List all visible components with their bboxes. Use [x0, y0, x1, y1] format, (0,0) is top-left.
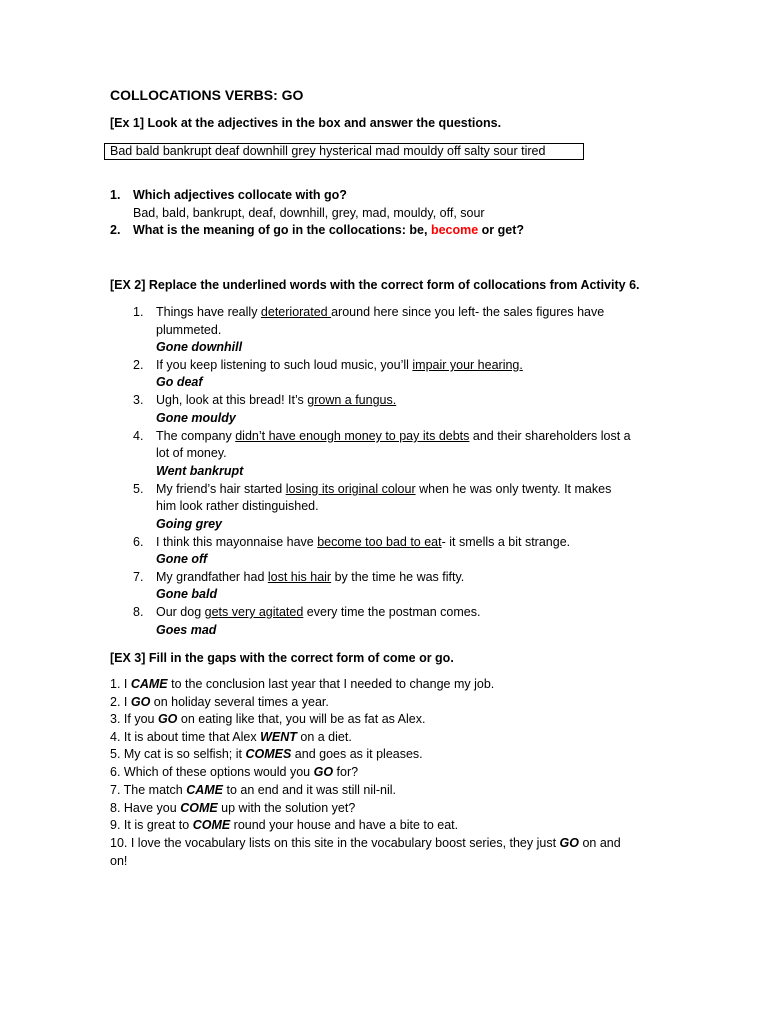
- sentence-text: The company: [156, 429, 236, 443]
- item-text: up with the solution yet?: [217, 801, 356, 815]
- ex2-item-sentence: [156, 570, 464, 584]
- ex2-item-sentence: [156, 429, 631, 443]
- ex2-item-answer: Gone mouldy: [156, 411, 236, 425]
- item-answer: CAME: [130, 677, 168, 691]
- ex2-item-sentence: [156, 605, 480, 619]
- item-text: 8. Have you: [110, 801, 181, 815]
- sentence-text: - it smells a bit strange.: [441, 535, 571, 549]
- ex1-q2: [133, 223, 524, 237]
- sentence-text: My grandfather had: [156, 570, 268, 584]
- underlined-phrase: become too bad to eat: [317, 535, 442, 549]
- ex2-item-sentence: [156, 393, 396, 407]
- ex2-item-sentence-cont: him look rather distinguished.: [156, 499, 319, 513]
- ex1-heading: [Ex 1] Look at the adjectives in the box and answer the questions.: [110, 116, 502, 130]
- ex2-item-number: 1.: [133, 305, 144, 319]
- ex2-item-answer: Went bankrupt: [156, 464, 244, 478]
- ex2-item-number: 5.: [133, 482, 144, 496]
- item-answer: GO: [130, 695, 151, 709]
- item-text: 3. If you: [110, 712, 158, 726]
- ex1-q2-number: 2.: [110, 223, 121, 237]
- underlined-phrase: lost his hair: [267, 570, 332, 584]
- item-text: on a diet.: [296, 730, 352, 744]
- item-text: 1. I: [110, 677, 131, 691]
- item-answer: GO: [157, 712, 178, 726]
- ex2-item-answer: Goes mad: [156, 623, 217, 637]
- underlined-phrase: didn’t have enough money to pay its debts: [235, 429, 470, 443]
- sentence-text: I think this mayonnaise have: [156, 535, 318, 549]
- ex2-item-sentence-cont: plummeted.: [156, 323, 222, 337]
- page-title: COLLOCATIONS VERBS: GO: [110, 87, 304, 103]
- ex3-item: [110, 712, 425, 726]
- ex3-item: [110, 765, 358, 779]
- underlined-phrase: grown a fungus.: [307, 393, 397, 407]
- ex2-item-answer: Gone downhill: [156, 340, 243, 354]
- item-text: 10. I love the vocabulary lists on this site in the vocabulary boost series, they just: [110, 836, 560, 850]
- ex2-item-sentence-cont: lot of money.: [156, 446, 227, 460]
- item-answer: COME: [192, 818, 231, 832]
- ex3-item-10-cont: on!: [110, 854, 128, 868]
- ex2-item-number: 4.: [133, 429, 144, 443]
- ex3-item: [110, 818, 458, 832]
- ex3-item: [110, 783, 396, 797]
- ex2-item-answer: Go deaf: [156, 375, 203, 389]
- sentence-text: when he was only twenty. It makes: [415, 482, 612, 496]
- item-text: to an end and it was still nil-nil.: [223, 783, 397, 797]
- ex2-item-answer: Gone off: [156, 552, 208, 566]
- item-answer: COMES: [245, 747, 292, 761]
- ex3-item: [110, 677, 494, 691]
- item-text: and goes as it pleases.: [291, 747, 423, 761]
- item-text: for?: [333, 765, 359, 779]
- underlined-phrase: losing its original colour: [285, 482, 416, 496]
- ex2-item-sentence: [156, 482, 611, 496]
- sentence-text: If you keep listening to such loud music, you’ll: [156, 358, 413, 372]
- ex2-item-answer: Gone bald: [156, 587, 218, 601]
- item-text: on eating like that, you will be as fat as Alex.: [177, 712, 426, 726]
- ex2-item-answer: Going grey: [156, 517, 222, 531]
- ex1-q2-highlight: become: [430, 223, 479, 237]
- item-text: 9. It is great to: [110, 818, 193, 832]
- sentence-text: Our dog: [156, 605, 205, 619]
- item-text: on and: [579, 836, 621, 850]
- ex3-heading: [EX 3] Fill in the gaps with the correct form of come or go.: [110, 651, 454, 665]
- ex2-item-sentence: [156, 358, 523, 372]
- ex2-item-number: 8.: [133, 605, 144, 619]
- item-text: round your house and have a bite to eat.: [230, 818, 459, 832]
- ex2-item-number: 6.: [133, 535, 144, 549]
- item-answer: GO: [313, 765, 334, 779]
- item-answer: COME: [180, 801, 218, 815]
- ex2-item-sentence: [156, 305, 604, 319]
- ex3-item-10: [110, 836, 621, 850]
- ex2-item-number: 3.: [133, 393, 144, 407]
- sentence-text: around here since you left- the sales figures have: [331, 305, 605, 319]
- underlined-phrase: deteriorated: [260, 305, 332, 319]
- ex2-item-number: 7.: [133, 570, 144, 584]
- ex3-item: [110, 747, 423, 761]
- ex2-item-number: 2.: [133, 358, 144, 372]
- sentence-text: by the time he was fifty.: [331, 570, 465, 584]
- ex2-heading: [EX 2] Replace the underlined words with the correct form of collocations from Activity 6.: [110, 278, 640, 292]
- sentence-text: and their shareholders lost a: [469, 429, 631, 443]
- ex1-q1-answer: Bad, bald, bankrupt, deaf, downhill, grey, mad, mouldy, off, sour: [133, 206, 485, 220]
- ex3-item: [110, 801, 355, 815]
- item-text: on holiday several times a year.: [150, 695, 329, 709]
- item-text: 7. The match: [110, 783, 187, 797]
- item-answer: WENT: [260, 730, 297, 744]
- item-text: to the conclusion last year that I needed to change my job.: [167, 677, 495, 691]
- ex1-q2-tail: or get?: [478, 223, 525, 237]
- ex1-q2-text: What is the meaning of go in the collocations: be,: [133, 223, 431, 237]
- ex3-item: [110, 695, 329, 709]
- sentence-text: Ugh, look at this bread! It’s: [156, 393, 308, 407]
- item-answer: CAME: [186, 783, 224, 797]
- item-text: 2. I: [110, 695, 131, 709]
- adjectives-box: Bad bald bankrupt deaf downhill grey hysterical mad mouldy off salty sour tired: [104, 143, 584, 160]
- item-answer: GO: [559, 836, 579, 850]
- sentence-text: My friend’s hair started: [156, 482, 286, 496]
- item-text: 5. My cat is so selfish; it: [110, 747, 246, 761]
- ex2-item-sentence: [156, 535, 570, 549]
- sentence-text: every time the postman comes.: [303, 605, 481, 619]
- ex1-q1-number: 1.: [110, 188, 121, 202]
- item-text: 4. It is about time that Alex: [110, 730, 261, 744]
- sentence-text: Things have really: [156, 305, 261, 319]
- ex3-item: [110, 730, 352, 744]
- underlined-phrase: gets very agitated: [204, 605, 304, 619]
- ex1-q1: Which adjectives collocate with go?: [133, 188, 347, 202]
- underlined-phrase: impair your hearing.: [412, 358, 523, 372]
- item-text: 6. Which of these options would you: [110, 765, 314, 779]
